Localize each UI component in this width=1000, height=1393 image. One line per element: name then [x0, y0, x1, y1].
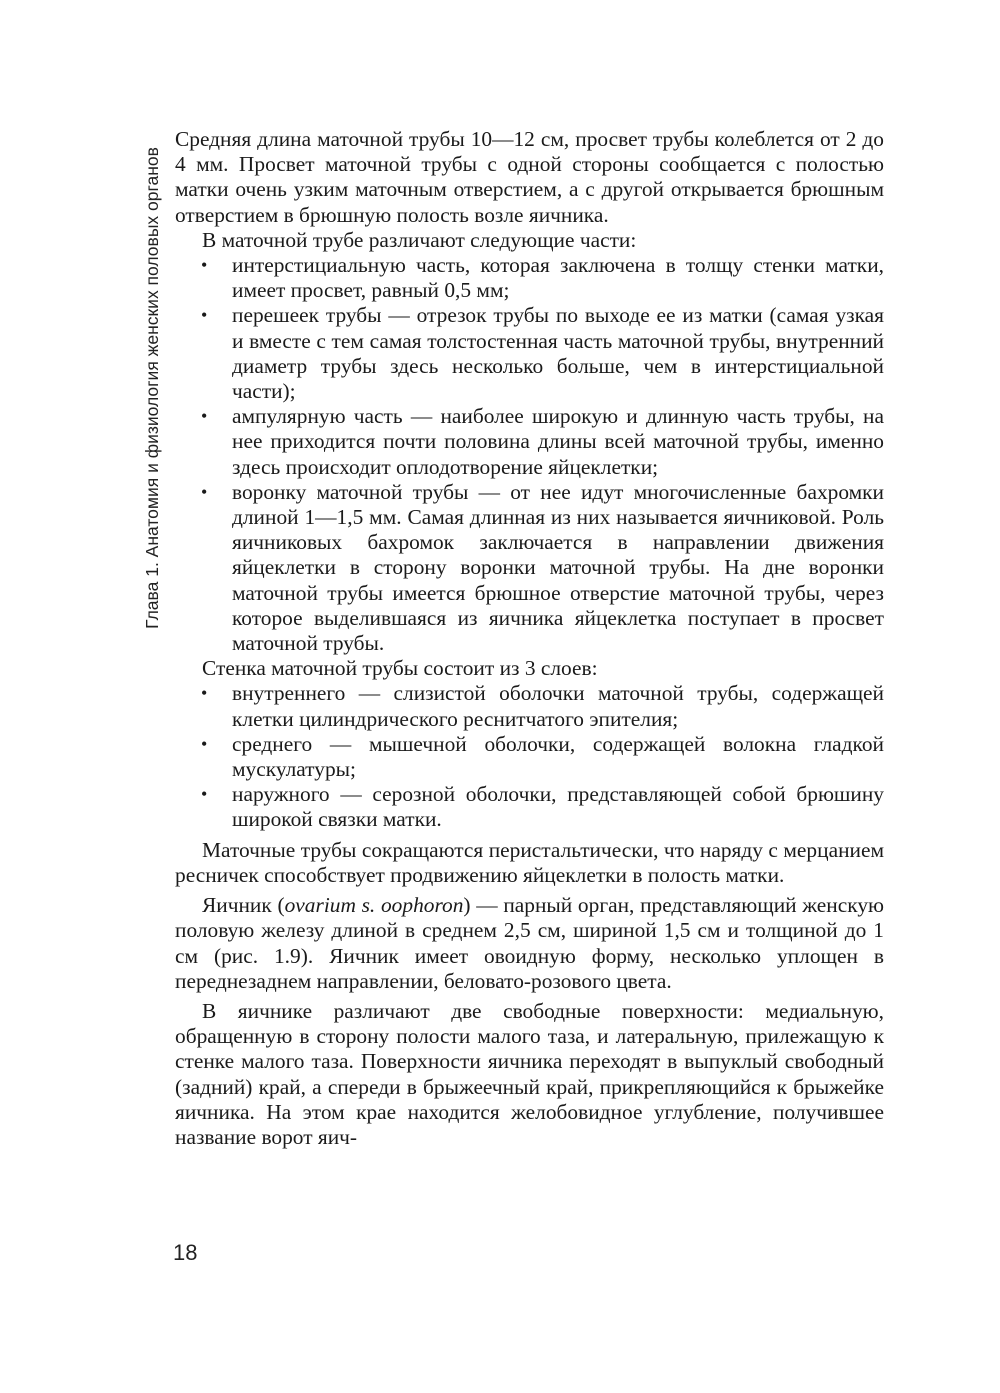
list-item [175, 404, 884, 480]
paragraph-peristalsis: Маточные трубы сокращаются перистальтически, что наряду с мерцанием ресничек способствует продвижению яйцеклетки в полость матки. [175, 837, 884, 887]
wall-layers-list [175, 681, 884, 832]
list-item [175, 253, 884, 303]
list-item [175, 782, 884, 832]
bullet-icon: • [201, 733, 208, 754]
paragraph-wall-layers-intro: Стенка маточной трубы состоит из 3 слоев: [202, 656, 598, 681]
ovary-latin-name: ovarium s. oophoron [284, 893, 464, 918]
paragraph-ovary [175, 893, 884, 994]
list-item-text: ампулярную часть — наиболее широкую и длинную часть трубы, на нее приходится почти половина длины всей маточной трубы, именно здесь происходит оплодотворение яйцеклетки; [232, 404, 884, 479]
list-item-text: наружного — серозной оболочки, представляющей собой брюшину широкой связки матки. [232, 782, 884, 832]
list-item [175, 303, 884, 404]
paragraph-ovary-surfaces: В яичнике различают две свободные поверхности: медиальную, обращенную в сторону полости малого таза, и латеральную, прилежащую к стенке малого таза. Поверхности яичника переходят в выпуклый свободный (задний) край, а спереди в брыжеечный край, прикрепляющийся к брыжейке яичника. На этом крае находится желобовидное углубление, получившее название ворот яич- [175, 998, 884, 1149]
bullet-icon: • [201, 683, 208, 704]
ovary-latin-open: ( [271, 893, 285, 918]
list-item [175, 681, 884, 731]
paragraph-tube-parts-intro: В маточной трубе различают следующие части: [202, 227, 637, 252]
bullet-icon: • [201, 784, 208, 805]
bullet-icon: • [201, 481, 208, 502]
tube-parts-list [175, 253, 884, 656]
list-item-text: внутреннего — слизистой оболочки маточной трубы, содержащей клетки цилиндрического реснитчатого эпителия; [232, 681, 884, 731]
bullet-icon: • [201, 406, 208, 427]
page-number: 18 [173, 1240, 198, 1265]
bullet-icon: • [201, 255, 208, 276]
list-item-text: воронку маточной трубы — от нее идут многочисленные бахромки длиной 1—1,5 мм. Самая длинная из них называется яичниковой. Роль яичниковых бахромок заключается в направлении движения яйцеклетки в сторону воронки маточной трубы. На дне воронки маточной трубы имеется брюшное отверстие маточной трубы, через которое выделившаяся из яичника яйцеклетка поступает в просвет маточной трубы. [232, 479, 884, 656]
ovary-description: ) — парный орган, представляющий женскую половую железу длиной в среднем 2,5 см, шириной 1,5 см и толщиной до 1 см (рис. 1.9). Яичник имеет овоидную форму, несколько уплощен в переднезаднем направлении, беловато-розового цвета. [175, 893, 884, 993]
list-item [175, 480, 884, 656]
bullet-icon: • [201, 305, 208, 326]
list-item-text: перешеек трубы — отрезок трубы по выходе ее из матки (самая узкая и вместе с тем самая толстостенная часть маточной трубы, внутренний диаметр трубы здесь несколько больше, чем в интерстициальной части); [232, 303, 884, 404]
paragraph-tube-length: Средняя длина маточной трубы 10—12 см, просвет трубы колеблется от 2 до 4 мм. Просвет маточной трубы с одной стороны сообщается с полостью матки очень узким маточным отверстием, а с другой открывается брюшным отверстием в брюшную полость возле яичника. [175, 127, 884, 227]
list-item-text: интерстициальную часть, которая заключена в толщу стенки матки, имеет просвет, равный 0,5 мм; [232, 253, 884, 303]
running-header: Глава 1. Анатомия и физиология женских половых органов [142, 147, 162, 629]
ovary-term: Яичник [202, 893, 272, 918]
list-item-text: среднего — мышечной оболочки, содержащей волокна гладкой мускулатуры; [232, 731, 884, 782]
body-text [175, 127, 884, 1150]
list-item [175, 732, 884, 782]
